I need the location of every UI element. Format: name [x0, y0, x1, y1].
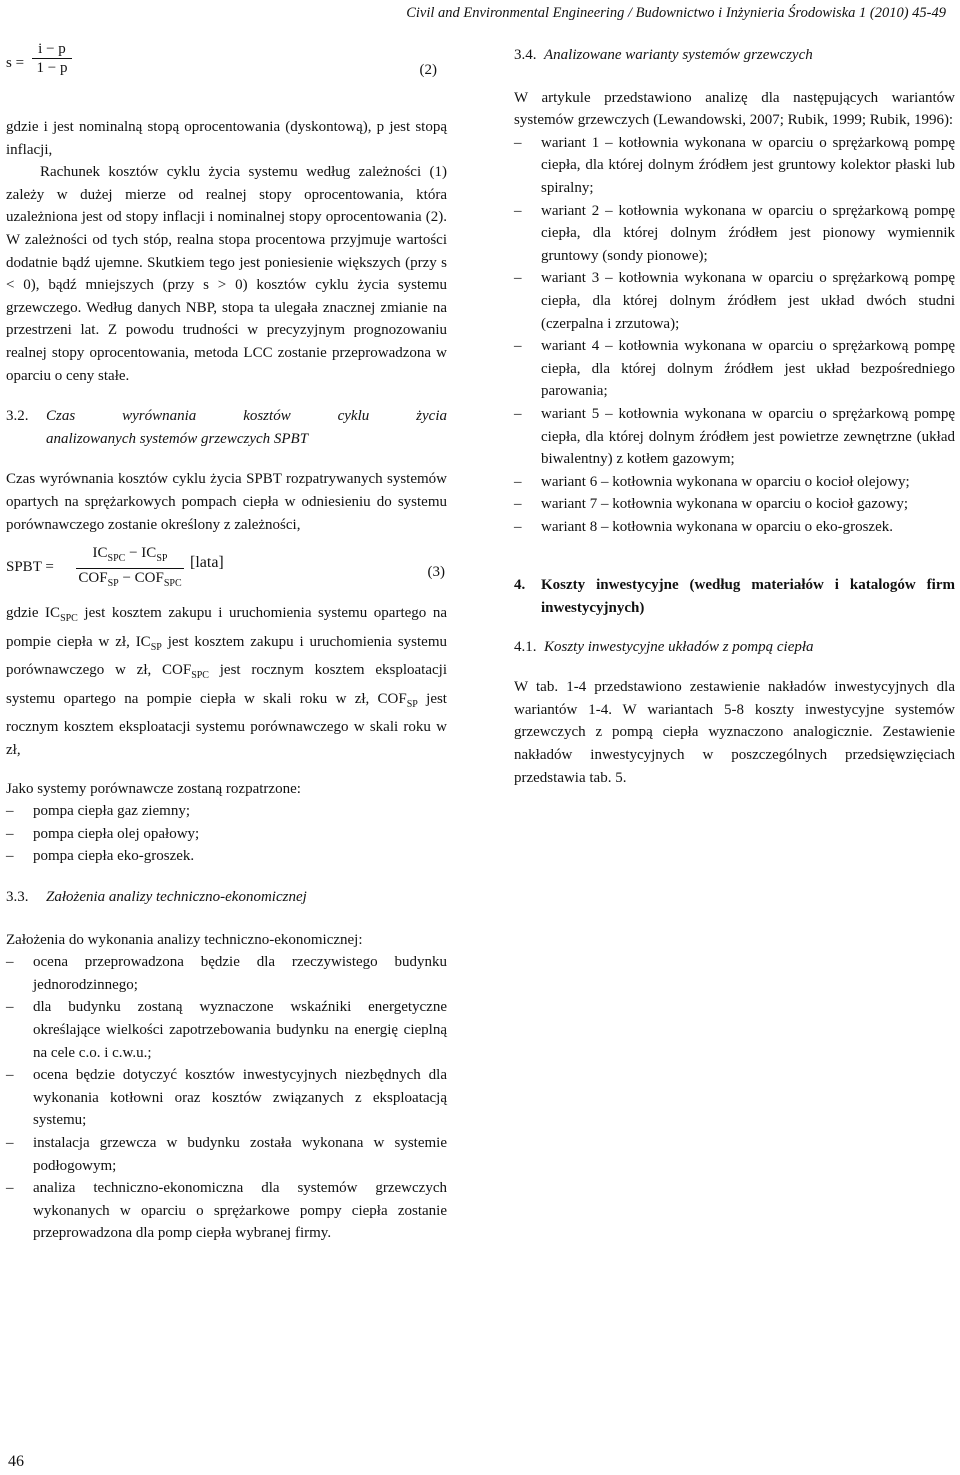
- para-investment: W tab. 1-4 przedstawiono zestawienie nakładów inwestycyjnych dla wariantów 1-4. W wariantach 5-8 koszty inwestycyjne systemów grzewczych z pompą ciepła wyznaczono analogicznie. Zestawienie nakładów inwestycyjnych w poszczególnych przedsięwzięciach przedstawia tab. 5.: [514, 679, 955, 786]
- heading-3-2-number: 3.2.: [6, 408, 29, 425]
- heading-3-4-number: 3.4.: [514, 47, 537, 63]
- heading-3-3-number: 3.3.: [6, 889, 29, 906]
- heading-4-1-number: 4.1.: [514, 638, 537, 655]
- list-item: – pompa ciepła eko-groszek.: [6, 845, 447, 868]
- heading-4-1-text: Koszty inwestycyjne układów z pompą ciepła: [544, 638, 814, 655]
- eq3-number: (3): [427, 564, 445, 581]
- list-item: – wariant 3 – kotłownia wykonana w oparciu o sprężarkową pompę ciepła, dla której dolnym źródłem jest układ dwóch studni (czerpalna i zrzutowa);: [514, 267, 955, 335]
- eq3-denominator: $COF_{SP} - COF_{SPC}$: [78, 570, 182, 590]
- list-item: – dla budynku zostaną wyznaczone wskaźniki energetyczne określające wielkości zapotrzebowania budynku na energię cieplną na cele c.o. i c.w.u.;: [6, 996, 447, 1064]
- heading-4-1: [514, 636, 955, 659]
- left-column: [6, 40, 447, 1245]
- eq2-denominator: 1 − p: [36, 60, 68, 76]
- para-spbt-definitions: gdzie $IC_{SPC}$ jest kosztem zakupu i uruchomienia systemu opartego na pompie ciepła w zł, $IC_{SP}$ jest kosztem zakupu i uruchomienia systemu porównawczego w zł, $COF_{SPC}$ jest rocznym kosztem eksploatacji systemu opartego na pompie ciepła w skali roku w zł, $COF_{SP}$ jest rocznym kosztem eksploatacji systemu porównawczego w skali roku w zł,: [6, 605, 448, 759]
- eq3-numerator: $IC_{SPC} - IC_{SP}$: [92, 545, 168, 565]
- list-item: – ocena przeprowadzona będzie dla rzeczywistego budynku jednorodzinnego;: [6, 951, 447, 996]
- heading-3-3-text: Założenia analizy techniczno-ekonomicznej: [46, 889, 307, 906]
- assumptions-list: [6, 951, 447, 1245]
- page-number: 46: [8, 1453, 24, 1470]
- para-variants-intro: W artykule przedstawiono analizę dla następujących wariantów systemów grzewczych (Lewandowski, 2007; Rubik, 1999; Rubik, 1996):: [514, 89, 955, 129]
- list-item: – wariant 7 – kotłownia wykonana w oparciu o kocioł gazowy;: [514, 493, 955, 516]
- equation-2: [6, 40, 447, 90]
- list-item: – wariant 4 – kotłownia wykonana w oparciu o sprężarkową pompę ciepła, dla której dolnym źródłem jest układ bezpośredniego parowania;: [514, 335, 955, 403]
- list-item: – wariant 5 – kotłownia wykonana w oparciu o sprężarkową pompę ciepła, dla której dolnym źródłem jest powietrze zewnętrzne (układ biwalentny) z kotłem gazowym;: [514, 403, 955, 471]
- heading-3-2: [6, 405, 447, 450]
- variants-list: [514, 132, 955, 539]
- para-comparison-systems: Jako systemy porównawcze zostaną rozpatrzone:: [6, 780, 301, 797]
- comparison-list: [6, 800, 447, 868]
- para-assumptions: Założenia do wykonania analizy techniczno-ekonomicznej:: [6, 931, 363, 948]
- eq2-fraction: [32, 40, 72, 77]
- eq3-unit: [lata]: [190, 554, 224, 572]
- heading-4-text: Koszty inwestycyjne (według materiałów i katalogów firm inwestycyjnych): [541, 577, 955, 617]
- list-item: – pompa ciepła olej opałowy;: [6, 823, 447, 846]
- para-lcc-rate: Rachunek kosztów cyklu życia systemu według zależności (1) zależy w dużej mierze od realnej stopy oprocentowania, która uzależniona jest od stopy inflacji i nominalnej stopy oprocentowania (2). W zależności od tych stóp, realna stopa procentowa przyjmuje wartości dodatnie bądź ujemne. Skutkiem tego jest poniesienie większych (przy s < 0), bądź mniejszych (przy s > 0) kosztów cyklu życia systemu grzewczego. Według danych NBP, stopa ta ulegała znacznej zmianie na przestrzeni lat. Z powodu trudności w precyzyjnym prognozowaniu realnej stopy oprocentowania, metoda LCC zostanie przeprowadzona w oparciu o ceny stałe.: [6, 164, 447, 384]
- eq3-lhs: SPBT =: [6, 559, 54, 576]
- running-header: Civil and Environmental Engineering / Budownictwo i Inżynieria Środowiska 1 (2010) 45-49: [406, 5, 946, 21]
- list-item: – pompa ciepła gaz ziemny;: [6, 800, 447, 823]
- list-item: – ocena będzie dotyczyć kosztów inwestycyjnych niezbędnych dla wykonania kotłowni oraz kosztów związanych z eksploatacją systemu;: [6, 1064, 447, 1132]
- heading-3-2-line1: Czas wyrównania kosztów cyklu życia: [46, 408, 447, 425]
- heading-3-3: [6, 886, 447, 909]
- list-item: – wariant 6 – kotłownia wykonana w oparciu o kocioł olejowy;: [514, 471, 955, 494]
- eq2-number: (2): [419, 62, 437, 78]
- list-item: – instalacja grzewcza w budynku została wykonana w systemie podłogowym;: [6, 1132, 447, 1177]
- eq2-lhs: s =: [6, 55, 25, 71]
- heading-4: [514, 574, 955, 619]
- heading-3-4-text: Analizowane warianty systemów grzewczych: [544, 47, 813, 63]
- list-item: – analiza techniczno-ekonomiczna dla systemów grzewczych wykonanych w oparciu o sprężarkowe pompy ciepła zostanie przeprowadzona dla pomp ciepła wybranej firmy.: [6, 1177, 447, 1245]
- equation-3: [6, 542, 447, 594]
- heading-4-number: 4.: [514, 577, 526, 594]
- eq2-numerator: i − p: [38, 41, 66, 57]
- para-spbt: Czas wyrównania kosztów cyklu życia SPBT rozpatrywanych systemów opartych na sprężarkowych pompach ciepła w odniesieniu do systemu porównawczego zostanie określony z zależności,: [6, 471, 447, 533]
- heading-3-2-line2: analizowanych systemów grzewczych SPBT: [46, 430, 309, 447]
- list-item: – wariant 8 – kotłownia wykonana w oparciu o eko-groszek.: [514, 516, 955, 539]
- heading-3-4: [514, 44, 955, 67]
- right-column: [514, 44, 955, 789]
- list-item: – wariant 1 – kotłownia wykonana w oparciu o sprężarkową pompę ciepła, dla której dolnym źródłem jest gruntowy kolektor płaski lub spiralny;: [514, 132, 955, 200]
- para-definitions: gdzie i jest nominalną stopą oprocentowania (dyskontową), p jest stopą inflacji,: [6, 119, 447, 158]
- eq3-fraction: [76, 544, 184, 593]
- list-item: – wariant 2 – kotłownia wykonana w oparciu o sprężarkową pompę ciepła, dla której dolnym źródłem jest pionowy wymiennik gruntowy (sondy pionowe);: [514, 200, 955, 268]
